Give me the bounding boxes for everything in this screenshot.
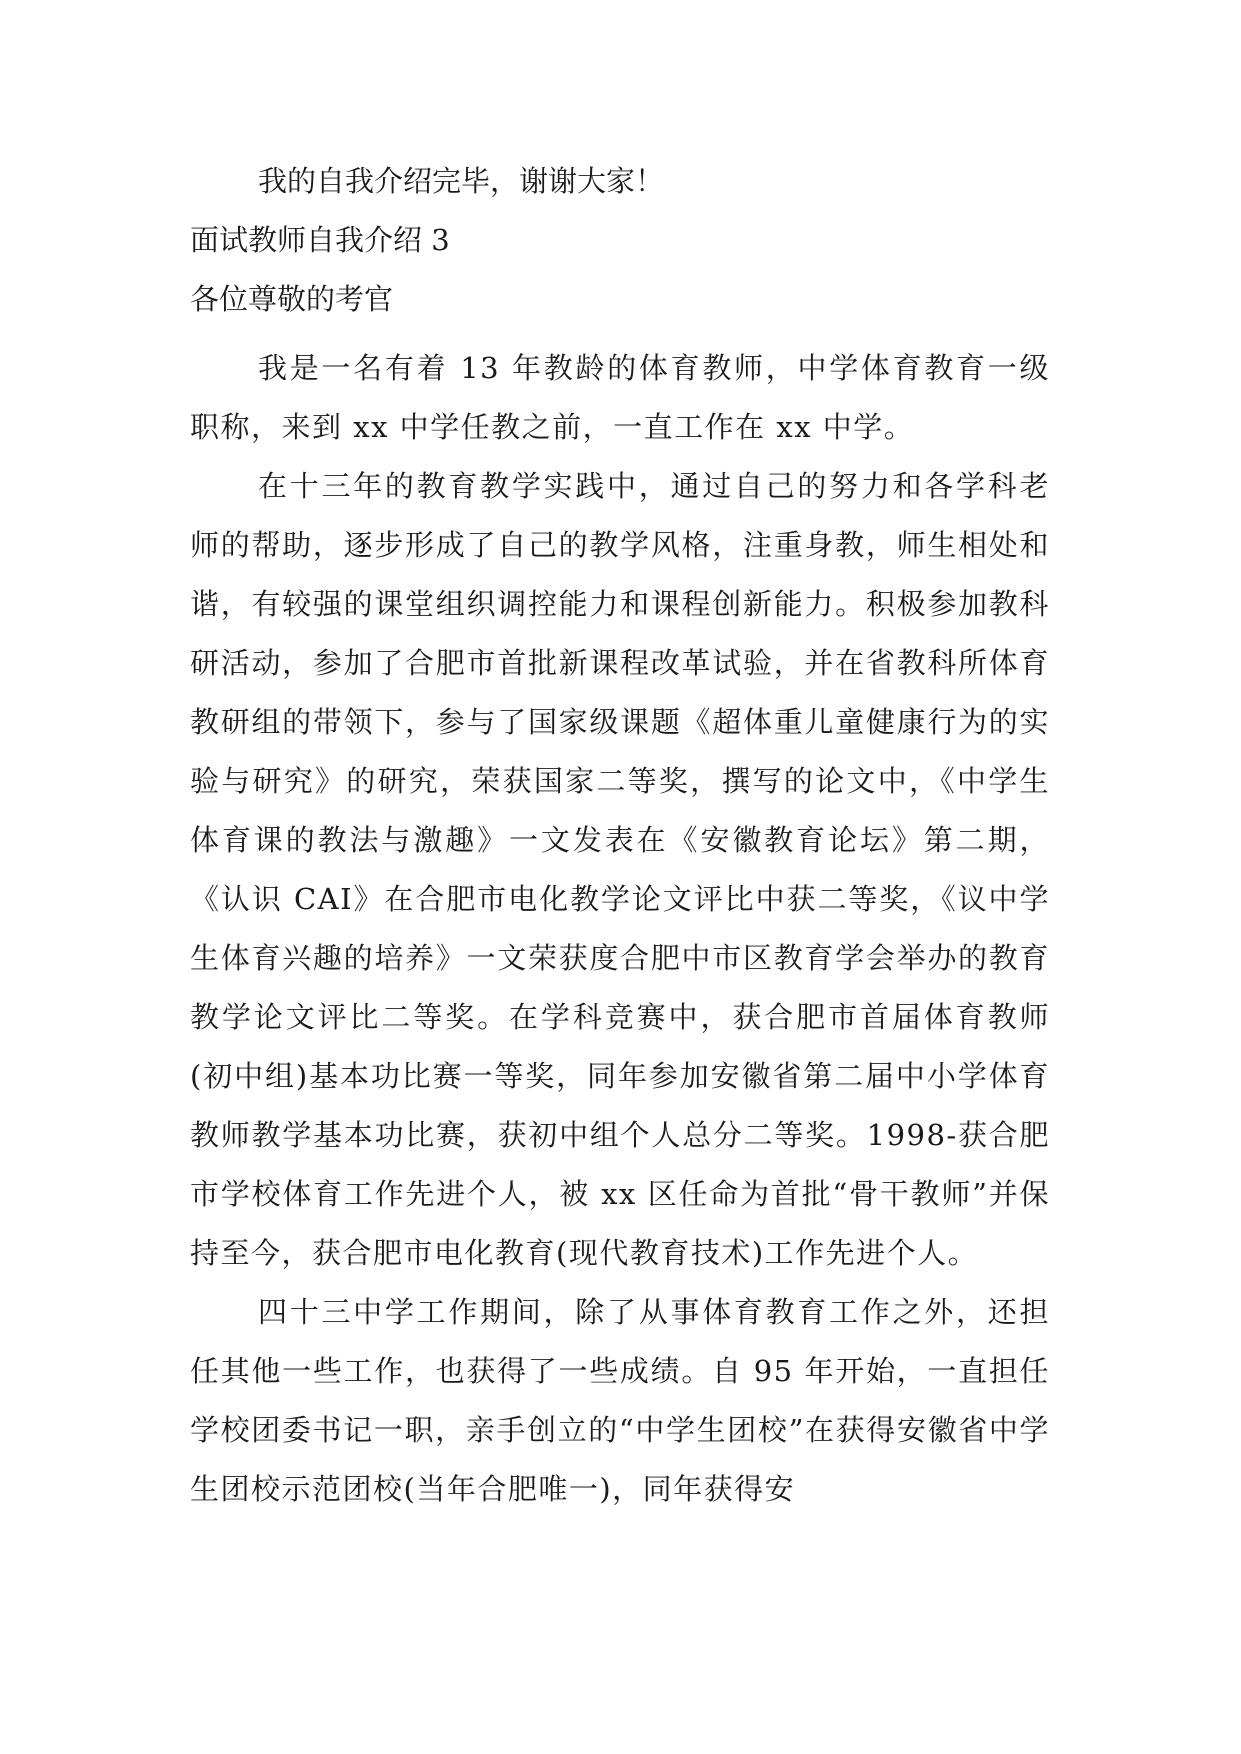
section-title: 面试教师自我介绍 3 <box>190 223 450 257</box>
closing-line: 我的自我介绍完毕，谢谢大家！ <box>258 164 665 198</box>
document-page <box>190 162 1050 1519</box>
paragraph: 在十三年的教育教学实践中，通过自己的努力和各学科老师的帮助，逐步形成了自己的教学风格，注重身教，师生相处和谐，有较强的课堂组织调控能力和课程创新能力。积极参加教科研活动，参加了合肥市首批新课程改革试验，并在省教科所体育教研组的带领下，参与了国家级课题《超体重儿童健康行为的实验与研究》的研究，荣获国家二等奖，撰写的论文中，《中学生体育课的教法与激趣》一文发表在《安徽教育论坛》第二期，《认识 CAI》在合肥市电化教学论文评比中获二等奖，《议中学生体育兴趣的培养》一文荣获度合肥中市区教育学会举办的教育教学论文评比二等奖。在学科竞赛中，获合肥市首届体育教师(初中组)基本功比赛一等奖，同年参加安徽省第二届中小学体育教师教学基本功比赛，获初中组个人总分二等奖。1998-获合肥市学校体育工作先进个人，被 xx 区任命为首批“骨干教师”并保持至今，获合肥市电化教育(现代教育技术)工作先进个人。 <box>190 469 1050 1270</box>
paragraph: 我是一名有着 13 年教龄的体育教师，中学体育教育一级职称，来到 xx 中学任教之前，一直工作在 xx 中学。 <box>190 351 1050 444</box>
greeting-line: 各位尊敬的考官 <box>190 282 394 316</box>
paragraph: 四十三中学工作期间，除了从事体育教育工作之外，还担任其他一些工作，也获得了一些成绩。自 95 年开始，一直担任学校团委书记一职，亲手创立的“中学生团校”在获得安徽省中学生团校示范团校(当年合肥唯一)，同年获得安 <box>190 1295 1050 1506</box>
